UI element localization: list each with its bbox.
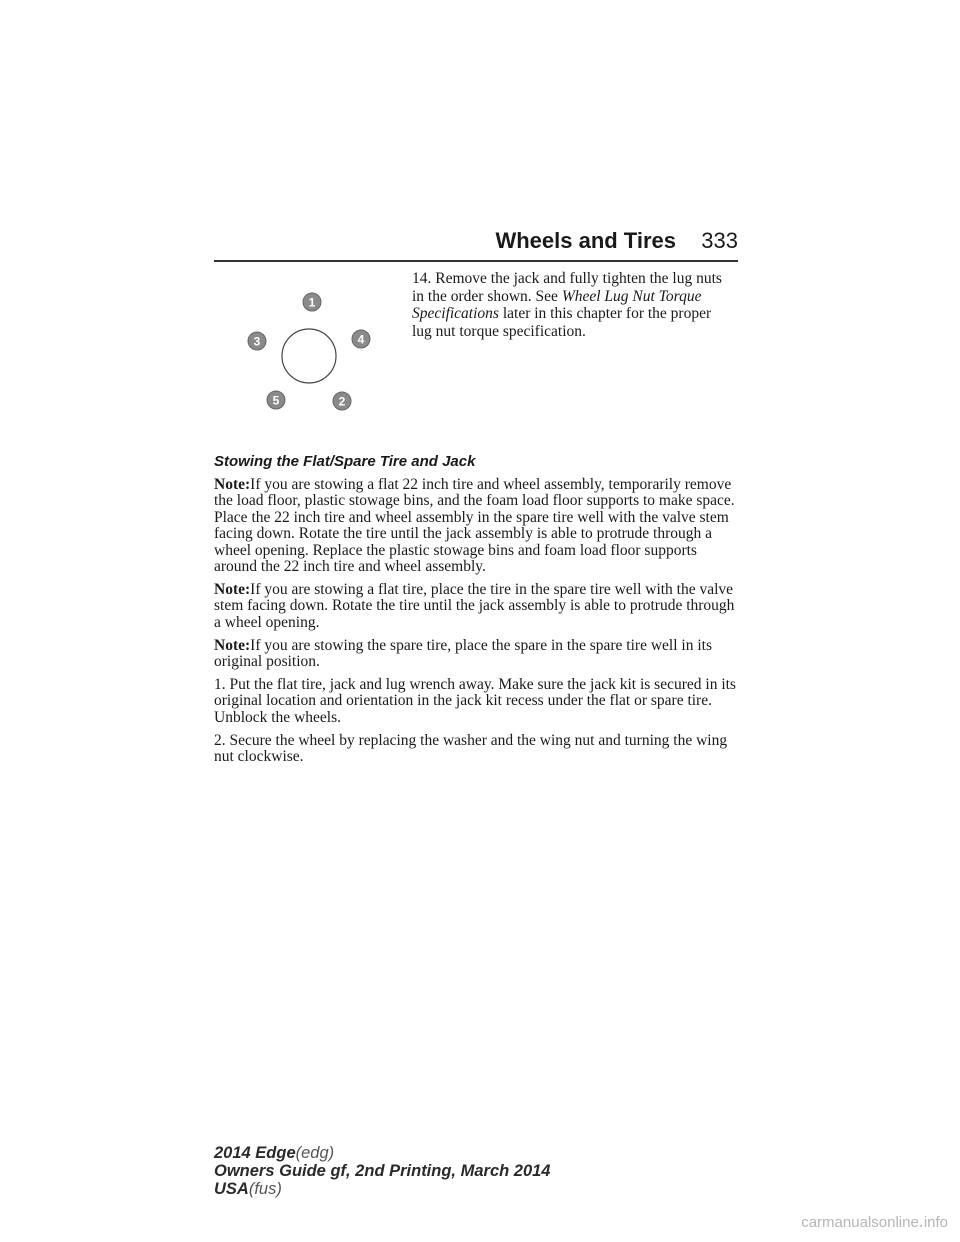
lug-label-2: 2 [338, 394, 346, 409]
note-text-2: If you are stowing a flat tire, place the tire in the spare tire well with the valve stem facing down. Rotate the tire until the jack assembly is able to protrude through a wheel opening. [214, 580, 735, 631]
footer-model-code: (edg) [295, 1144, 335, 1162]
step-1-paragraph: 1. Put the flat tire, jack and lug wrench away. Make sure the jack kit is secured in its original location and orientation in the jack kit recess under the flat or spare tire. Unblock the wheels. [214, 675, 736, 726]
watermark-site: carmanualsonline [801, 1214, 919, 1231]
lug-label-3: 3 [253, 334, 261, 349]
lug-label-1: 1 [308, 295, 316, 310]
lug-nut-diagram-svg [236, 282, 386, 422]
lug-label-5: 5 [272, 393, 280, 408]
lug-marker-3 [248, 332, 266, 350]
note-label: Note: [214, 476, 251, 493]
document-footer [214, 1144, 551, 1198]
lug-marker-5 [267, 391, 285, 409]
note-paragraph-1 [214, 477, 736, 575]
stowing-section [214, 452, 736, 772]
note-label: Note: [214, 636, 251, 654]
lug-label-4: 4 [357, 332, 365, 347]
chapter-title: Wheels and Tires [495, 228, 676, 253]
footer-model-line [214, 1144, 551, 1162]
footer-region-code: (fus) [248, 1180, 282, 1198]
step-14-text-b: later in this chapter for the proper lug nut torque specification. [412, 305, 712, 340]
note-label: Note: [214, 580, 251, 598]
page-header [214, 228, 738, 260]
note-paragraph-3 [214, 638, 736, 671]
note-text-1: If you are stowing a flat 22 inch tire and wheel assembly, temporarily remove the load floor, plastic stowage bins, and the foam load floor supports to make space. Place the 22 inch tire and wheel assembly in the spare tire well with the valve stem facing down. Rotate the tire until the jack assembly is able to protrude through a wheel opening. Replace the plastic stowage bins and foam load floor supports around the 22 inch tire and wheel assembly. [214, 476, 735, 576]
step-2-paragraph: 2. Secure the wheel by replacing the washer and the wing nut and turning the wing nut clockwise. [214, 731, 728, 766]
footer-model: 2014 Edge [214, 1144, 296, 1162]
footer-region-line [214, 1180, 551, 1198]
header-divider [214, 260, 738, 262]
page-number: 333 [701, 228, 738, 253]
lug-marker-1 [303, 293, 321, 311]
footer-guide-line: Owners Guide gf, 2nd Printing, March 2014 [214, 1162, 551, 1180]
lug-marker-2 [333, 392, 351, 410]
torque-specs-reference: Wheel Lug Nut Torque Specifications [412, 287, 702, 322]
note-paragraph-2 [214, 582, 736, 631]
step-14-paragraph [412, 270, 732, 340]
footer-region: USA [214, 1180, 249, 1198]
lug-nut-sequence-diagram [236, 282, 386, 422]
step-14-text-a: 14. Remove the jack and fully tighten the lug nuts in the order shown. See [412, 270, 722, 305]
wheel-hub-circle [282, 329, 336, 383]
section-heading: Stowing the Flat/Spare Tire and Jack [214, 453, 476, 470]
site-watermark: carmanualsonline.info [801, 1211, 948, 1231]
watermark-tld: info [923, 1214, 948, 1231]
lug-marker-4 [352, 330, 370, 348]
note-text-3: If you are stowing the spare tire, place the spare in the spare tire well in its original position. [214, 636, 712, 671]
